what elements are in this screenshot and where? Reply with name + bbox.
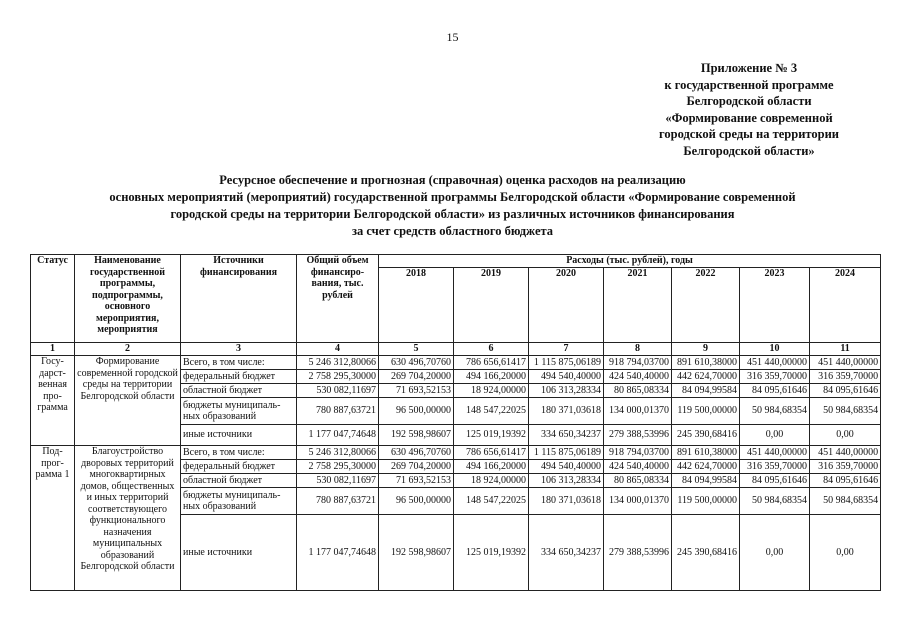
total-amount: 5 246 312,80066 bbox=[297, 356, 379, 370]
year-amount: 134 000,01370 bbox=[604, 488, 672, 515]
funding-source: областной бюджет bbox=[181, 384, 297, 398]
year-amount: 494 540,40000 bbox=[529, 370, 604, 384]
year-amount: 50 984,68354 bbox=[810, 488, 881, 515]
year-amount: 451 440,00000 bbox=[740, 356, 810, 370]
column-number: 9 bbox=[672, 343, 740, 356]
column-number: 6 bbox=[454, 343, 529, 356]
year-amount: 279 388,53996 bbox=[604, 425, 672, 446]
year-amount: 50 984,68354 bbox=[740, 398, 810, 425]
appendix-line: Приложение № 3 bbox=[700, 61, 798, 75]
year-amount: 630 496,70760 bbox=[379, 356, 454, 370]
column-number: 2 bbox=[75, 343, 181, 356]
title-line: Ресурсное обеспечение и прогнозная (справочная) оценка расходов на реализацию bbox=[219, 173, 686, 187]
funding-source: федеральный бюджет bbox=[181, 460, 297, 474]
year-amount: 106 313,28334 bbox=[529, 474, 604, 488]
appendix-line: Белгородской области bbox=[686, 94, 812, 108]
column-number: 8 bbox=[604, 343, 672, 356]
title-line: основных мероприятий (мероприятий) государственной программы Белгородской области «Формирование современной bbox=[109, 190, 796, 204]
year-amount: 80 865,08334 bbox=[604, 384, 672, 398]
year-amount: 891 610,38000 bbox=[672, 356, 740, 370]
year-amount: 134 000,01370 bbox=[604, 398, 672, 425]
total-amount: 5 246 312,80066 bbox=[297, 446, 379, 460]
year-amount: 316 359,70000 bbox=[810, 460, 881, 474]
year-amount: 0,00 bbox=[740, 425, 810, 446]
program-status: Госу-дарст-венная про-грамма bbox=[31, 356, 75, 446]
year-amount: 84 095,61646 bbox=[740, 474, 810, 488]
total-amount: 1 177 047,74648 bbox=[297, 425, 379, 446]
funding-source: иные источники bbox=[181, 515, 297, 591]
year-amount: 1 115 875,06189 bbox=[529, 446, 604, 460]
total-amount: 2 758 295,30000 bbox=[297, 370, 379, 384]
year-amount: 192 598,98607 bbox=[379, 515, 454, 591]
budget-table bbox=[30, 254, 881, 591]
header-sources: Источники финансирования bbox=[181, 255, 297, 343]
total-amount: 2 758 295,30000 bbox=[297, 460, 379, 474]
header-total: Общий объем финансиро-вания, тыс. рублей bbox=[297, 255, 379, 343]
funding-source: бюджеты муниципаль-ных образований bbox=[181, 398, 297, 425]
year-amount: 245 390,68416 bbox=[672, 515, 740, 591]
year-amount: 918 794,03700 bbox=[604, 446, 672, 460]
header-year: 2024 bbox=[810, 268, 881, 343]
year-amount: 0,00 bbox=[810, 515, 881, 591]
year-amount: 192 598,98607 bbox=[379, 425, 454, 446]
year-amount: 451 440,00000 bbox=[740, 446, 810, 460]
year-amount: 84 095,61646 bbox=[810, 384, 881, 398]
total-amount: 780 887,63721 bbox=[297, 488, 379, 515]
year-amount: 84 094,99584 bbox=[672, 384, 740, 398]
table-row bbox=[31, 446, 881, 460]
appendix-line: к государственной программе bbox=[664, 77, 834, 92]
year-amount: 18 924,00000 bbox=[454, 384, 529, 398]
column-number: 10 bbox=[740, 343, 810, 356]
funding-source: Всего, в том числе: bbox=[181, 446, 297, 460]
column-number: 5 bbox=[379, 343, 454, 356]
year-amount: 84 094,99584 bbox=[672, 474, 740, 488]
year-amount: 891 610,38000 bbox=[672, 446, 740, 460]
year-amount: 148 547,22025 bbox=[454, 488, 529, 515]
appendix-header bbox=[629, 60, 869, 159]
header-year: 2022 bbox=[672, 268, 740, 343]
header-year: 2018 bbox=[379, 268, 454, 343]
year-amount: 0,00 bbox=[740, 515, 810, 591]
column-number: 11 bbox=[810, 343, 881, 356]
header-expenses: Расходы (тыс. рублей), годы bbox=[379, 255, 881, 268]
year-amount: 180 371,03618 bbox=[529, 398, 604, 425]
funding-source: Всего, в том числе: bbox=[181, 356, 297, 370]
year-amount: 316 359,70000 bbox=[740, 460, 810, 474]
year-amount: 918 794,03700 bbox=[604, 356, 672, 370]
year-amount: 279 388,53996 bbox=[604, 515, 672, 591]
year-amount: 316 359,70000 bbox=[810, 370, 881, 384]
total-amount: 530 082,11697 bbox=[297, 474, 379, 488]
year-amount: 494 540,40000 bbox=[529, 460, 604, 474]
header-status: Статус bbox=[31, 255, 75, 343]
funding-source: иные источники bbox=[181, 425, 297, 446]
column-number: 4 bbox=[297, 343, 379, 356]
year-amount: 494 166,20000 bbox=[454, 370, 529, 384]
year-amount: 80 865,08334 bbox=[604, 474, 672, 488]
header-year: 2020 bbox=[529, 268, 604, 343]
year-amount: 269 704,20000 bbox=[379, 370, 454, 384]
year-amount: 50 984,68354 bbox=[740, 488, 810, 515]
year-amount: 148 547,22025 bbox=[454, 398, 529, 425]
total-amount: 780 887,63721 bbox=[297, 398, 379, 425]
year-amount: 180 371,03618 bbox=[529, 488, 604, 515]
column-number: 3 bbox=[181, 343, 297, 356]
year-amount: 424 540,40000 bbox=[604, 460, 672, 474]
total-amount: 1 177 047,74648 bbox=[297, 515, 379, 591]
year-amount: 50 984,68354 bbox=[810, 398, 881, 425]
year-amount: 96 500,00000 bbox=[379, 488, 454, 515]
year-amount: 96 500,00000 bbox=[379, 398, 454, 425]
year-amount: 451 440,00000 bbox=[810, 356, 881, 370]
header-name: Наименование государственной программы, подпрограммы, основного мероприятия, мероприятия bbox=[75, 255, 181, 343]
title-line: за счет средств областного бюджета bbox=[351, 224, 554, 238]
total-amount: 530 082,11697 bbox=[297, 384, 379, 398]
column-number: 7 bbox=[529, 343, 604, 356]
appendix-line: «Формирование современной bbox=[665, 110, 833, 125]
year-amount: 106 313,28334 bbox=[529, 384, 604, 398]
header-year: 2023 bbox=[740, 268, 810, 343]
year-amount: 125 019,19392 bbox=[454, 515, 529, 591]
header-year: 2019 bbox=[454, 268, 529, 343]
year-amount: 1 115 875,06189 bbox=[529, 356, 604, 370]
program-status: Под-прог-рамма 1 bbox=[31, 446, 75, 591]
year-amount: 84 095,61646 bbox=[740, 384, 810, 398]
document-title bbox=[40, 172, 865, 240]
funding-source: бюджеты муниципаль-ных образований bbox=[181, 488, 297, 515]
year-amount: 786 656,61417 bbox=[454, 356, 529, 370]
year-amount: 451 440,00000 bbox=[810, 446, 881, 460]
year-amount: 269 704,20000 bbox=[379, 460, 454, 474]
table-row bbox=[31, 356, 881, 370]
year-amount: 245 390,68416 bbox=[672, 425, 740, 446]
column-number: 1 bbox=[31, 343, 75, 356]
program-name: Формирование современной городской среды на территории Белгородской области bbox=[75, 356, 181, 446]
funding-source: федеральный бюджет bbox=[181, 370, 297, 384]
year-amount: 442 624,70000 bbox=[672, 370, 740, 384]
program-name: Благоустройство дворовых территорий многоквартирных домов, общественных и иных территорий соответствующего функционального назначения муниципальных образований Белгородской области bbox=[75, 446, 181, 591]
year-amount: 316 359,70000 bbox=[740, 370, 810, 384]
year-amount: 442 624,70000 bbox=[672, 460, 740, 474]
year-amount: 334 650,34237 bbox=[529, 425, 604, 446]
year-amount: 84 095,61646 bbox=[810, 474, 881, 488]
year-amount: 71 693,52153 bbox=[379, 384, 454, 398]
appendix-line: городской среды на территории bbox=[659, 127, 839, 141]
year-amount: 125 019,19392 bbox=[454, 425, 529, 446]
year-amount: 494 166,20000 bbox=[454, 460, 529, 474]
year-amount: 630 496,70760 bbox=[379, 446, 454, 460]
funding-source: областной бюджет bbox=[181, 474, 297, 488]
year-amount: 0,00 bbox=[810, 425, 881, 446]
year-amount: 119 500,00000 bbox=[672, 488, 740, 515]
year-amount: 18 924,00000 bbox=[454, 474, 529, 488]
title-line: городской среды на территории Белгородской области» из различных источников финансирования bbox=[170, 207, 735, 221]
page-number: 15 bbox=[446, 30, 459, 44]
year-amount: 334 650,34237 bbox=[529, 515, 604, 591]
year-amount: 424 540,40000 bbox=[604, 370, 672, 384]
year-amount: 119 500,00000 bbox=[672, 398, 740, 425]
appendix-line: Белгородской области» bbox=[683, 143, 815, 158]
header-year: 2021 bbox=[604, 268, 672, 343]
year-amount: 786 656,61417 bbox=[454, 446, 529, 460]
year-amount: 71 693,52153 bbox=[379, 474, 454, 488]
